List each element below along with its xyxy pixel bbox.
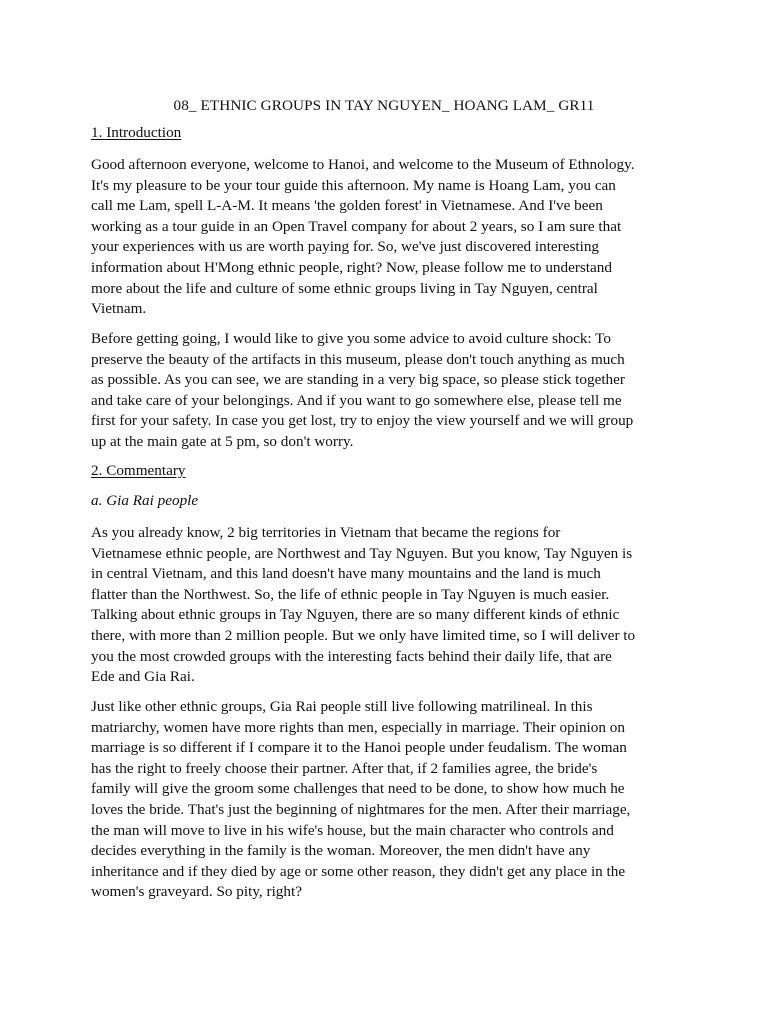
paragraph-line: decides everything in the family is the woman. Moreover, the men didn't have any (91, 842, 591, 860)
paragraph-line: Good afternoon everyone, welcome to Hanoi, and welcome to the Museum of Ethnology. (91, 156, 635, 173)
paragraph-line: Ede and Gia Rai. (91, 668, 195, 686)
paragraph-intro-welcome (91, 155, 683, 320)
paragraph-line: information about H'Mong ethnic people, right? Now, please follow me to understand (91, 258, 612, 276)
paragraph-line: more about the life and culture of some ethnic groups living in Tay Nguyen, central (91, 279, 598, 297)
paragraph-line: first for your safety. In case you get lost, try to enjoy the view yourself and we will group (91, 412, 634, 430)
document-title: 08_ ETHNIC GROUPS IN TAY NGUYEN_ HOANG LAM_ GR11 (173, 97, 595, 114)
paragraph-commentary-territories (91, 523, 683, 688)
section-heading-introduction: 1. Introduction (91, 124, 182, 141)
paragraph-line: Talking about ethnic groups in Tay Nguyen, there are so many different kinds of ethnic (91, 606, 620, 624)
paragraph-line: Vietnam. (91, 300, 147, 318)
paragraph-line: marriage is so different if I compare it to the Hanoi people under feudalism. The woman (91, 739, 627, 757)
paragraph-line: As you already know, 2 big territories in Vietnam that became the regions for (91, 524, 561, 541)
paragraph-line: as possible. As you can see, we are standing in a very big space, so please stick together (91, 371, 625, 389)
paragraph-line: family will give the groom some challenges that need to be done, to show how much he (91, 780, 625, 798)
section-heading-commentary: 2. Commentary (91, 462, 186, 479)
subsection-heading-gia-rai: a. Gia Rai people (91, 492, 199, 509)
paragraph-line: loves the bride. That's just the beginning of nightmares for the men. After their marriage, (91, 800, 631, 818)
paragraph-line: working as a tour guide in an Open Travel company for about 2 years, so I am sure that (91, 217, 622, 235)
paragraph-line: and take care of your belongings. And if you want to go somewhere else, please tell me (91, 391, 622, 409)
paragraph-intro-advice (91, 329, 683, 453)
paragraph-line: your experiences with us are worth paying for. So, we've just discovered interesting (91, 238, 600, 256)
paragraph-line: flatter than the Northwest. So, the life of ethnic people in Tay Nguyen is much easier. (91, 585, 610, 603)
paragraph-line: Just like other ethnic groups, Gia Rai people still live following matrilineal. In this (91, 698, 593, 715)
paragraph-line: Before getting going, I would like to give you some advice to avoid culture shock: To (91, 330, 611, 347)
paragraph-line: the man will move to live in his wife's house, but the main character who controls and (91, 821, 614, 839)
paragraph-commentary-matriarchy (91, 697, 683, 903)
paragraph-line: preserve the beauty of the artifacts in this museum, please don't touch anything as much (91, 350, 625, 368)
paragraph-line: It's my pleasure to be your tour guide this afternoon. My name is Hoang Lam, you can (91, 176, 616, 194)
paragraph-line: in central Vietnam, and this land doesn't have many mountains and the land is much (91, 565, 601, 583)
paragraph-line: women's graveyard. So pity, right? (91, 883, 302, 901)
paragraph-line: call me Lam, spell L-A-M. It means 'the golden forest' in Vietnamese. And I've been (91, 197, 603, 215)
paragraph-line: has the right to freely choose their partner. After that, if 2 families agree, the bride's (91, 759, 598, 777)
paragraph-line: up at the main gate at 5 pm, so don't worry. (91, 432, 354, 450)
paragraph-line: you the most crowded groups with the interesting facts behind their daily life, that are (91, 647, 612, 665)
paragraph-line: matriarchy, women have more rights than men, especially in marriage. Their opinion on (91, 718, 625, 736)
paragraph-line: Vietnamese ethnic people, are Northwest and Tay Nguyen. But you know, Tay Nguyen is (91, 544, 633, 562)
paragraph-line: inheritance and if they died by age or some other reason, they didn't get any place in the (91, 862, 626, 880)
paragraph-line: there, with more than 2 million people. But we only have limited time, so I will deliver to (91, 626, 636, 644)
